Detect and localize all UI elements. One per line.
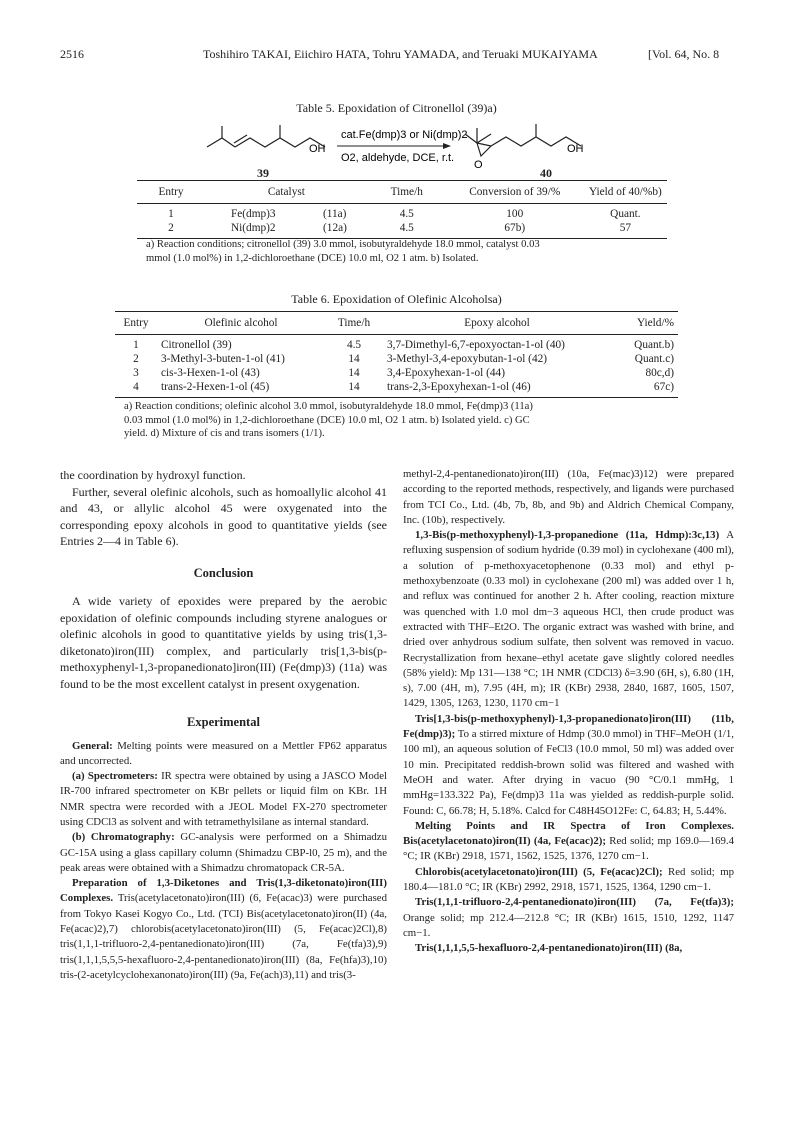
table5-cell: 4.5 — [399, 222, 414, 234]
table6-cell: 3-Methyl-3,4-epoxybutan-1-ol (42) — [387, 353, 547, 365]
table6-cell: 2 — [133, 353, 139, 365]
hdmp-text: A refluxing suspension of sodium hydride (0.39 mol) in cyclohexane (400 ml), a solution of p-methoxyacetophenone (0.33 mol) and ethyl p-methoxybenzoate (0.33 mol) in cyclohexane (200 ml) was added over 1 h, and reflux was continued for another 2 h. After cooling, reaction mixture was quenched with 1.0 mol dm−3 aqueous HCl, then crude product was extracted with THF–Et2O. The organic extract was washed with brine, and dried over anhydrous sodium sulfate, then solvent was removed in vacuo. Recrystallization from hexane–ethyl acetate gave slightly colored needles (58% yield): Mp 131—138 °C; 1H NMR (CDCl3) δ=3.90 (6H, s), 6.80 (1H, s), 7.00 (4H, m), 7.95 (4H, m); IR (KBr) 2938, 2840, 1687, 1605, 1507, 1429, 1305, 1263, 1230, 1170 cm−1 — [403, 529, 734, 710]
table6-cell: 3 — [133, 367, 139, 379]
chromatography-lead: (b) Chromatography: — [72, 831, 175, 844]
reaction-arrow-head — [443, 143, 451, 149]
compound-40-label: 40 — [540, 166, 552, 180]
table6-cell: 67c) — [653, 381, 674, 393]
chloro-text: Red solid; mp 180.4—181.0 °C; IR (KBr) 2992, 2918, 1571, 1525, 1364, 1290 cm−1. — [403, 865, 734, 894]
table5-cell: Fe(dmp)3 — [231, 208, 276, 220]
epoxide-oxygen-label: O — [474, 159, 483, 171]
journal-reference: [Vol. 64, No. 8 — [648, 47, 720, 61]
table6-header-olefin: Olefinic alcohol — [204, 317, 278, 329]
table6-footnote-line: 0.03 mmol (1.0 mol%) in 1,2-dichloroethane (DCE) 10.0 ml, O2 1 atm. b) Isolated yield. c) GC — [124, 414, 530, 426]
tfa-paragraph — [403, 895, 734, 941]
chromatography-paragraph — [60, 830, 387, 876]
table-row — [137, 221, 667, 239]
table6-cell: Quant.c) — [634, 353, 674, 365]
table-row — [115, 335, 678, 353]
table6-footnote-line: a) Reaction conditions; olefinic alcohol 3.0 mmol, isobutyraldehyde 18.0 mmol, Fe(dmp)3 (11a) — [124, 401, 533, 412]
table6-cell: 80c,d) — [645, 367, 674, 379]
experimental-block — [60, 739, 387, 984]
table6-cell: 3,7-Dimethyl-6,7-epoxyoctan-1-ol (40) — [387, 339, 565, 351]
table5-header-yield: Yield of 40/%b) — [588, 186, 662, 198]
epoxide-gem-dimethyl — [465, 134, 491, 143]
table5-header-entry: Entry — [158, 186, 184, 198]
fedmp-paragraph — [403, 712, 734, 819]
body-paragraph: Further, several olefinic alcohols, such as homoallylic alcohol 41 and 43, or allylic alcohol 45 were oxygenated into the corresponding epoxy alcohols in good to quantitative yields (see Entries 2—4 in Table 6). — [60, 484, 387, 548]
conclusion-paragraph: A wide variety of epoxides were prepared by the aerobic epoxidation of olefinic compounds including styrene analogues or olefinic alcohols in good to quantitative yields by using tris(1,3-diketonato)iron(III) complex, and particularly tris[1,3-bis(p-methoxyphenyl-1,3-propanedionato]iron(III) (Fe(dmp)3) (11a) was found to be the most excellent catalyst in present oxygenation. — [60, 594, 387, 691]
table6-cell: Quant.b) — [634, 339, 674, 351]
table5-cell: 57 — [619, 222, 632, 234]
table6-footnote — [124, 400, 684, 441]
hdmp-lead: 1,3-Bis(p-methoxyphenyl)-1,3-propanedione (11a, Hdmp):3c,13) — [415, 529, 720, 542]
melting-points-text: Red solid; mp 169.0—169.4 °C; IR (KBr) 2918, 1571, 1562, 1525, 1376, 1270 cm−1. — [403, 835, 735, 863]
spectrometers-paragraph — [60, 769, 387, 830]
table6-cell: 4.5 — [346, 339, 362, 351]
table5-cell: 100 — [506, 208, 524, 220]
general-text: Melting points were measured on a Mettler FP62 apparatus and uncorrected. — [60, 739, 387, 767]
spectrometers-text: IR spectra were obtained by using a JASCO Model IR-700 infrared spectrometer on KBr pellets or liquid film on KBr. 1H NMR spectra were recorded with a JEOL Model FX-270 spectrometer using CDCl3 as solvent and with tetramethylsilane as internal standard. — [60, 770, 387, 828]
epoxide-oh-label: OH — [567, 143, 584, 155]
table5-caption: Table 5. Epoxidation of Citronellol (39)a) — [296, 101, 497, 115]
table5-cell: (11a) — [323, 208, 347, 220]
table5-header-conversion: Conversion of 39/% — [469, 186, 561, 198]
citronellol-terminal-carbon-bond — [207, 138, 235, 147]
table5 — [137, 180, 667, 239]
general-paragraph — [60, 739, 387, 770]
hdmp-paragraph — [403, 528, 734, 712]
table5-footnote-line: a) Reaction conditions; citronellol (39) 3.0 mmol, isobutyraldehyde 18.0 mmol, catalyst 0.03 — [146, 239, 540, 250]
right-column — [403, 467, 734, 957]
table6-header-time: Time/h — [337, 317, 371, 329]
page-number: 2516 — [60, 47, 84, 61]
experimental-heading: Experimental — [187, 715, 260, 729]
table6-header-row — [115, 312, 678, 335]
table5-header-time: Time/h — [390, 186, 423, 198]
table6 — [115, 311, 678, 398]
citronellol-oh-label: OH — [309, 143, 326, 155]
preparation-lead: Preparation of 1,3-Diketones and Tris(1,3-diketonato)iron(III) Complexes. — [60, 877, 387, 905]
scheme-reagent-bottom: O2, aldehyde, DCE, r.t. — [341, 152, 455, 164]
table-row — [115, 380, 678, 398]
table-row — [137, 204, 667, 222]
fedmp-text: To a stirred mixture of Hdmp (30.0 mmol) in THF–MeOH (1/1, 100 ml), an aqueous solution of FeCl3 (10.0 mmol, 50 ml) was added over 10 min. Precipitated reddish-brown solid was filtered and washed with MeOH and water. After drying in vacuo (90 °C/0.1 mmHg, 1 mmHg=133.322 Pa), Fe(dmp)3 11a was yielded as reddish-purple solid. Found: C, 66.78; H, 5.18%. Calcd for C48H45O12Fe: C, 64.83; H, 5.44%. — [403, 728, 734, 817]
melting-points-paragraph — [403, 819, 734, 865]
table6-caption: Table 6. Epoxidation of Olefinic Alcoholsa) — [291, 292, 502, 306]
fedmp-lead: Tris[1,3-bis(p-methoxyphenyl)-1,3-propanedionato]iron(III) (11b, Fe(dmp)3); — [403, 712, 734, 741]
preparation-paragraph — [60, 876, 387, 983]
chloro-lead: Chlorobis(acetylacetonato)iron(III) (5, Fe(acac)2Cl); — [415, 865, 663, 878]
table5-cell: (12a) — [323, 222, 347, 234]
table5-header-catalyst: Catalyst — [267, 186, 305, 198]
left-column — [60, 467, 387, 983]
body-paragraph: methyl-2,4-pentanedionato)iron(III) (10a, Fe(mac)3)12) were prepared according to the reported methods, respectively, and ligands were purchased from TCI Co., Ltd. (4b, 7b, 8b, and 9b) and Aldrich Chemical Company, Inc. (10b), respectively. — [403, 468, 734, 526]
conclusion-heading: Conclusion — [193, 565, 254, 580]
table5-cell: Ni(dmp)2 — [231, 222, 276, 234]
preparation-text: Tris(acetylacetonato)iron(III) (6, Fe(acac)3) were purchased from Tokyo Kasei Kogyo Co., Ltd. (TCI) Bis(acetylacetonato)iron(II) (4a, Fe(acac)2),7) chlorobis(acetylacetonato)iron(III) (5, Fe(acac)2Cl),8) tris(1,1,1-trifluoro-2,4-pentanedionato)iron(III) (7a, Fe(tfa)3),9) tris(1,1,1,5,5,5-hexafluoro-2,4-pentanedionato)iron(III) (8a, Fe(hfa)3),10) tris-(2-acetylcyclohexanonato)iron(III) (9a, Fe(ach)3),11) and tris(3- — [60, 892, 387, 981]
table5-cell: Quant. — [610, 208, 641, 220]
table5-footnote — [146, 238, 666, 265]
table5-cell: 2 — [168, 222, 174, 234]
epoxide-ring — [477, 143, 491, 156]
table6-cell: 14 — [348, 381, 360, 393]
tfa-lead: Tris(1,1,1-trifluoro-2,4-pentanedionato)iron(III) (7a, Fe(tfa)3); — [415, 896, 734, 909]
citronellol-double-bond — [234, 135, 247, 143]
table6-cell: trans-2-Hexen-1-ol (45) — [161, 381, 270, 393]
hfa-paragraph — [403, 941, 734, 956]
table5-cell: 4.5 — [399, 208, 414, 220]
spectrometers-lead: (a) Spectrometers: — [72, 770, 158, 783]
scheme-reagent-top: cat.Fe(dmp)3 or Ni(dmp)2 — [341, 129, 468, 141]
table6-cell: 14 — [348, 353, 360, 365]
table6-cell: cis-3-Hexen-1-ol (43) — [161, 367, 260, 379]
chromatography-text: GC-analysis were performed on a Shimadzu GC-15A using a glass capillary column (Shimadzu CBP-l0, 25 m), and the peak areas were obtained with a Shimadzu chromatopack CR-5A. — [60, 831, 388, 874]
table5-footnote-line: mmol (1.0 mol%) in 1,2-dichloroethane (DCE) 10.0 ml, O2 1 atm. b) Isolated. — [146, 252, 479, 264]
table6-cell: 14 — [348, 367, 360, 379]
table6-cell: trans-2,3-Epoxyhexan-1-ol (46) — [387, 381, 531, 393]
melting-points-lead: Melting Points and IR Spectra of Iron Complexes. Bis(acetylacetonato)iron(II) (4a, Fe(acac)2); — [403, 819, 734, 848]
table6-footnote-line: yield. d) Mixture of cis and trans isomers (1/1). — [124, 428, 325, 439]
table6-cell: Citronellol (39) — [161, 339, 232, 351]
table6-cell: 4 — [133, 381, 139, 393]
table6-header-entry: Entry — [123, 317, 149, 329]
table6-cell: 3-Methyl-3-buten-1-ol (41) — [161, 353, 285, 365]
table6-header-epoxy: Epoxy alcohol — [464, 317, 530, 329]
table-row — [115, 352, 678, 366]
body-paragraph: the coordination by hydroxyl function. — [60, 468, 246, 482]
table6-header-yield: Yield/% — [636, 317, 674, 329]
tfa-text: Orange solid; mp 212.4—212.8 °C; IR (KBr) 1615, 1510, 1292, 1147 cm−1. — [403, 911, 734, 939]
table5-cell: 1 — [168, 208, 174, 220]
table6-cell: 1 — [133, 339, 139, 351]
table5-cell: 67b) — [504, 222, 526, 234]
general-lead: General: — [72, 739, 113, 752]
table6-cell: 3,4-Epoxyhexan-1-ol (44) — [387, 367, 505, 379]
hfa-lead: Tris(1,1,1,5,5-hexafluoro-2,4-pentanedionato)iron(III) (8a, — [415, 942, 683, 955]
chloro-paragraph — [403, 865, 734, 896]
table-row — [115, 366, 678, 380]
table5-header-row — [137, 181, 667, 204]
running-authors: Toshihiro TAKAI, Eiichiro HATA, Tohru YAMADA, and Teruaki MUKAIYAMA — [203, 47, 598, 61]
compound-39-label: 39 — [257, 166, 269, 180]
